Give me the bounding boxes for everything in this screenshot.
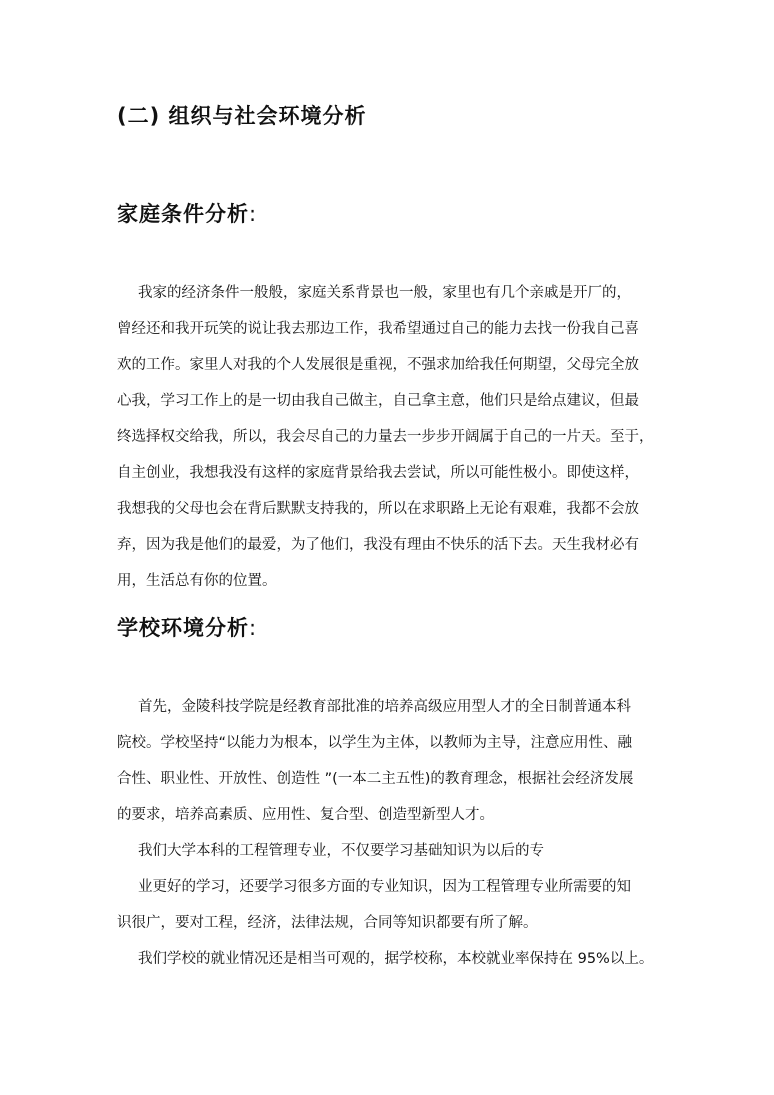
family-paragraph — [117, 275, 662, 599]
school-heading — [117, 612, 257, 642]
paragraph-line: 曾经还和我开玩笑的说让我去那边工作，我希望通过自己的能力去找一份我自己喜 — [117, 321, 639, 337]
family-heading-text: 家庭条件分析 — [117, 202, 249, 226]
section-heading: (二) 组织与社会环境分析 — [117, 104, 367, 128]
paragraph-line: 自主创业，我想我没有这样的家庭背景给我去尝试，所以可能性极小。即使这样， — [117, 465, 639, 481]
paragraph-line: 识很广，要对工程，经济，法律法规，合同等知识都要有所了解。 — [117, 915, 538, 931]
paragraph-line: 的要求，培养高素质、应用性、复合型、创造型新型人才。 — [117, 807, 494, 823]
paragraph-line: 弃，因为我是他们的最爱，为了他们，我没有理由不快乐的活下去。天生我材必有 — [117, 537, 639, 553]
school-heading-colon: : — [249, 616, 258, 640]
paragraph-line: 终选择权交给我，所以，我会尽自己的力量去一步步开阔属于自己的一片天。至于， — [117, 429, 654, 445]
family-heading-colon: : — [249, 202, 258, 226]
paragraph-line: 我家的经济条件一般般，家庭关系背景也一般，家里也有几个亲戚是开厂的， — [138, 285, 631, 301]
paragraph-line: 我们大学本科的工程管理专业，不仅要学习基础知识为以后的专 — [138, 843, 544, 859]
school-paragraph-3 — [117, 941, 662, 977]
paragraph-line: 欢的工作。家里人对我的个人发展很是重视，不强求加给我任何期望，父母完全放 — [117, 357, 639, 373]
paragraph-line: 用，生活总有你的位置。 — [117, 573, 277, 589]
school-heading-text: 学校环境分析 — [117, 616, 249, 640]
school-paragraph-2 — [117, 833, 662, 941]
paragraph-line: 心我，学习工作上的是一切由我自己做主，自己拿主意，他们只是给点建议，但最 — [117, 393, 639, 409]
paragraph-line: 首先，金陵科技学院是经教育部批准的培养高级应用型人才的全日制普通本科 — [138, 699, 631, 715]
family-heading — [117, 198, 257, 228]
paragraph-line: 我想我的父母也会在背后默默支持我的，所以在求职路上无论有艰难，我都不会放 — [117, 501, 639, 517]
paragraph-line: 院校。学校坚持“以能力为根本，以学生为主体，以教师为主导，注意应用性、融 — [117, 735, 633, 751]
paragraph-line: 业更好的学习，还要学习很多方面的专业知识，因为工程管理专业所需要的知 — [138, 879, 631, 895]
paragraph-line: 合性、职业性、开放性、创造性 ”(一本二主五性)的教育理念，根据社会经济发展 — [117, 771, 634, 787]
paragraph-line: 我们学校的就业情况还是相当可观的，据学校称，本校就业率保持在 95%以上。 — [138, 951, 654, 967]
school-paragraph-1 — [117, 689, 662, 833]
